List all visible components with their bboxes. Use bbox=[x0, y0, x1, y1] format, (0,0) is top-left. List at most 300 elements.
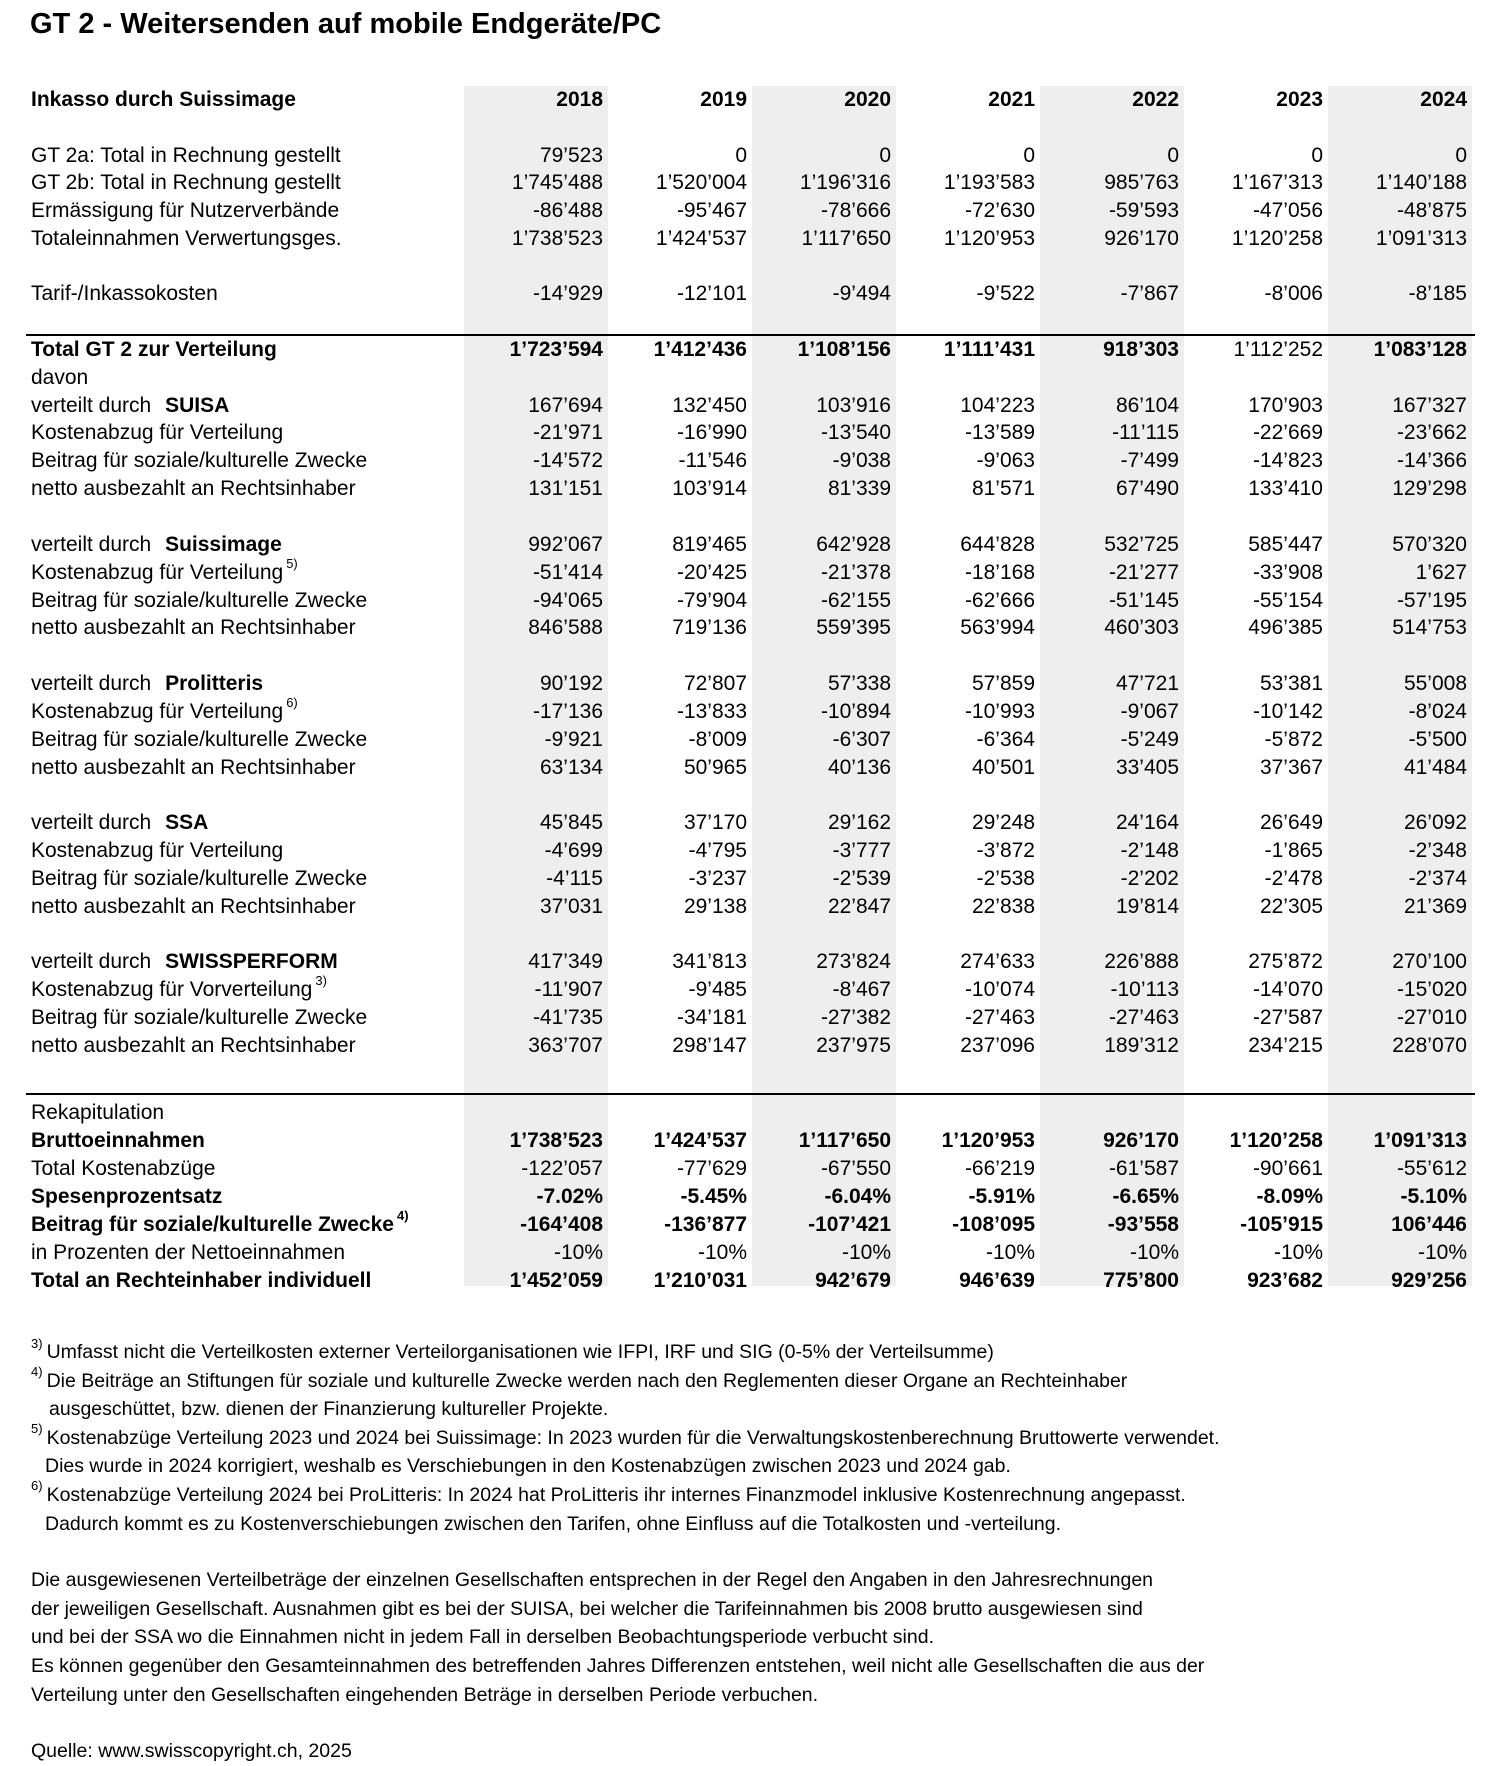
cell-value: -9’067 bbox=[1120, 700, 1179, 723]
cell-value: -2’148 bbox=[1120, 839, 1179, 862]
source-line: Quelle: www.swisscopyright.ch, 2025 bbox=[31, 1740, 352, 1763]
cell-value: 1’117’650 bbox=[801, 227, 891, 250]
cell-value: -14’823 bbox=[1252, 449, 1323, 472]
cell-value: -23’662 bbox=[1396, 421, 1467, 444]
footnote-marker: 3) bbox=[31, 1335, 43, 1351]
cell-value: -8’185 bbox=[1408, 282, 1467, 305]
row-label bbox=[31, 837, 283, 865]
cell-value: 775’800 bbox=[1103, 1269, 1179, 1292]
cell-value: -9’038 bbox=[832, 449, 891, 472]
cell-value: 29’248 bbox=[971, 811, 1035, 834]
cell-value: 55’008 bbox=[1403, 672, 1467, 695]
cell-value: -86’488 bbox=[532, 199, 603, 222]
cell-value: 1’117’650 bbox=[798, 1129, 891, 1152]
footnote-line: Die Beiträge an Stiftungen für soziale und kulturelle Zwecke werden nach den Reglementen dieser Organe an Rechteinhaber bbox=[46, 1369, 1128, 1392]
cell-value: 81’339 bbox=[827, 477, 891, 500]
table-row bbox=[0, 973, 1500, 1004]
cell-value: -62’666 bbox=[964, 589, 1035, 612]
row-label bbox=[31, 726, 367, 754]
cell-value: -2’478 bbox=[1264, 867, 1323, 890]
cell-value: -6’364 bbox=[976, 728, 1035, 751]
row-label bbox=[31, 809, 208, 837]
table-row bbox=[0, 364, 1500, 392]
cell-value: -10’074 bbox=[964, 978, 1035, 1001]
cell-value: -5.91% bbox=[968, 1185, 1035, 1208]
cell-value: 460’303 bbox=[1104, 616, 1179, 639]
cell-value: 47’721 bbox=[1115, 672, 1179, 695]
cell-value: 0 bbox=[1167, 144, 1179, 167]
cell-value: 26’649 bbox=[1259, 811, 1323, 834]
row-label bbox=[31, 556, 298, 587]
table-row bbox=[0, 726, 1500, 754]
cell-value: -55’154 bbox=[1252, 589, 1323, 612]
table-row bbox=[0, 893, 1500, 921]
footnote-line: Umfasst nicht die Verteilkosten externer Verteilorganisationen wie IFPI, IRF und SIG (0-5% der Verteilsumme) bbox=[46, 1341, 994, 1363]
cell-value: 37’170 bbox=[683, 811, 747, 834]
cell-value: 37’367 bbox=[1259, 756, 1323, 779]
cell-value: -22’669 bbox=[1252, 421, 1323, 444]
row-label bbox=[31, 1239, 345, 1267]
footnote-marker: 3) bbox=[315, 973, 327, 988]
footnote-marker: 6) bbox=[31, 1478, 43, 1494]
row-label-text: Kostenabzug für Verteilung bbox=[31, 561, 284, 584]
cell-value: 1’745’488 bbox=[511, 171, 603, 194]
cell-value: -95’467 bbox=[676, 199, 747, 222]
spacer bbox=[31, 1538, 1471, 1566]
cell-value: 63’134 bbox=[539, 756, 603, 779]
cell-value: -105’915 bbox=[1240, 1213, 1323, 1236]
table-row bbox=[0, 142, 1500, 170]
footnote-marker: 5) bbox=[31, 1421, 43, 1437]
table-row bbox=[0, 225, 1500, 253]
cell-value: 103’916 bbox=[816, 394, 891, 417]
year-header: 2024 bbox=[1420, 88, 1467, 111]
cell-value: 106’446 bbox=[1391, 1213, 1467, 1236]
organization-name: SWISSPERFORM bbox=[165, 950, 338, 973]
row-label bbox=[31, 614, 356, 642]
cell-value: 559’395 bbox=[816, 616, 891, 639]
cell-value: 237’096 bbox=[960, 1034, 1035, 1057]
table-row bbox=[0, 1208, 1500, 1239]
cell-value: -67’550 bbox=[820, 1157, 891, 1180]
cell-value: 26’092 bbox=[1403, 811, 1467, 834]
row-label bbox=[31, 225, 342, 253]
cell-value: 21’369 bbox=[1403, 895, 1467, 918]
cell-value: -10% bbox=[1417, 1241, 1467, 1264]
table-row bbox=[0, 1239, 1500, 1267]
row-label-text: Kostenabzug für Verteilung bbox=[31, 839, 284, 862]
row-label-text: verteilt durch bbox=[31, 533, 152, 556]
footnote bbox=[31, 1421, 1471, 1481]
cell-value: 81’571 bbox=[971, 477, 1035, 500]
row-label bbox=[31, 1004, 367, 1032]
cell-value: -10% bbox=[985, 1241, 1035, 1264]
cell-value: 1’112’252 bbox=[1233, 338, 1323, 361]
cell-value: -10’142 bbox=[1252, 700, 1323, 723]
cell-value: -66’219 bbox=[964, 1157, 1035, 1180]
cell-value: -122’057 bbox=[521, 1157, 603, 1180]
cell-value: -11’115 bbox=[1112, 421, 1179, 444]
cell-value: -2’348 bbox=[1408, 839, 1467, 862]
cell-value: -10% bbox=[697, 1241, 747, 1264]
table-header-row bbox=[0, 86, 1500, 114]
table-row bbox=[0, 865, 1500, 893]
cell-value: 1’083’128 bbox=[1373, 338, 1467, 361]
cell-value: -5’500 bbox=[1408, 728, 1467, 751]
row-label bbox=[31, 280, 218, 308]
cell-value: 0 bbox=[879, 144, 891, 167]
cell-value: 1’723’594 bbox=[509, 338, 603, 361]
cell-value: 170’903 bbox=[1248, 394, 1323, 417]
cell-value: 79’523 bbox=[539, 144, 603, 167]
cell-value: 1’140’188 bbox=[1375, 171, 1467, 194]
cell-value: -1’865 bbox=[1264, 839, 1323, 862]
cell-value: -33’908 bbox=[1252, 561, 1323, 584]
footnote-line: ausgeschüttet, bzw. dienen der Finanzierung kultureller Projekte. bbox=[49, 1398, 609, 1421]
cell-value: -2’202 bbox=[1120, 867, 1179, 890]
cell-value: -9’494 bbox=[832, 282, 891, 305]
cell-value: 29’162 bbox=[827, 811, 891, 834]
cell-value: -5.10% bbox=[1400, 1185, 1467, 1208]
cell-value: 1’111’431 bbox=[943, 338, 1035, 361]
cell-value: 298’147 bbox=[672, 1034, 747, 1057]
cell-value: -10% bbox=[553, 1241, 603, 1264]
cell-value: 918’303 bbox=[1103, 338, 1179, 361]
row-label bbox=[31, 754, 356, 782]
row-label bbox=[31, 419, 283, 447]
cell-value: 234’215 bbox=[1248, 1034, 1323, 1057]
cell-value: 992’067 bbox=[528, 533, 603, 556]
cell-value: 1’120’258 bbox=[1231, 227, 1323, 250]
row-label-text: netto ausbezahlt an Rechtsinhaber bbox=[31, 1034, 356, 1057]
cell-value: 1’627 bbox=[1415, 561, 1467, 584]
cell-value: 131’151 bbox=[528, 477, 603, 500]
cell-value: -8’009 bbox=[688, 728, 747, 751]
cell-value: 22’847 bbox=[827, 895, 891, 918]
cell-value: -15’020 bbox=[1396, 978, 1467, 1001]
row-label bbox=[31, 364, 88, 392]
table-row bbox=[0, 419, 1500, 447]
row-label bbox=[31, 475, 356, 503]
cell-value: 41’484 bbox=[1403, 756, 1467, 779]
cell-value: -136’877 bbox=[664, 1213, 747, 1236]
row-label bbox=[31, 1032, 356, 1060]
cell-value: 0 bbox=[1023, 144, 1035, 167]
cell-value: -4’699 bbox=[544, 839, 603, 862]
year-header: 2019 bbox=[700, 88, 747, 111]
table-row bbox=[0, 336, 1500, 364]
row-label-text: GT 2b: Total in Rechnung gestellt bbox=[31, 171, 341, 194]
row-label bbox=[31, 392, 229, 420]
cell-value: -2’538 bbox=[976, 867, 1035, 890]
cell-value: -10% bbox=[1129, 1241, 1179, 1264]
cell-value: -79’904 bbox=[676, 589, 747, 612]
row-label-text: Rekapitulation bbox=[31, 1101, 165, 1124]
table-row bbox=[0, 169, 1500, 197]
row-label-text: verteilt durch bbox=[31, 672, 152, 695]
cell-value: 67’490 bbox=[1115, 477, 1179, 500]
table-row bbox=[0, 695, 1500, 726]
footnote bbox=[31, 1478, 1471, 1538]
cell-value: 1’167’313 bbox=[1231, 171, 1323, 194]
row-label bbox=[31, 695, 298, 726]
cell-value: -21’277 bbox=[1108, 561, 1179, 584]
table-row bbox=[0, 670, 1500, 698]
cell-value: -20’425 bbox=[676, 561, 747, 584]
row-label bbox=[31, 447, 367, 475]
footnote-marker: 6) bbox=[286, 695, 298, 710]
cell-value: 0 bbox=[1455, 144, 1467, 167]
cell-value: -13’589 bbox=[964, 421, 1035, 444]
cell-value: 942’679 bbox=[815, 1269, 891, 1292]
cell-value: 1’108’156 bbox=[797, 338, 891, 361]
cell-value: -47’056 bbox=[1252, 199, 1323, 222]
table-row bbox=[0, 614, 1500, 642]
row-label-text: Beitrag für soziale/kulturelle Zwecke bbox=[31, 1213, 394, 1236]
cell-value: -10’993 bbox=[964, 700, 1035, 723]
cell-value: 563’994 bbox=[960, 616, 1035, 639]
cell-value: 1’193’583 bbox=[943, 171, 1035, 194]
table-row bbox=[0, 1004, 1500, 1032]
table-row bbox=[0, 587, 1500, 615]
cell-value: -9’522 bbox=[976, 282, 1035, 305]
cell-value: 0 bbox=[1311, 144, 1323, 167]
row-label bbox=[31, 1267, 371, 1295]
cell-value: 926’170 bbox=[1103, 1129, 1179, 1152]
row-label-text: Beitrag für soziale/kulturelle Zwecke bbox=[31, 867, 368, 890]
table-row bbox=[0, 475, 1500, 503]
cell-value: -14’366 bbox=[1396, 449, 1467, 472]
cell-value: 57’859 bbox=[971, 672, 1035, 695]
cell-value: -18’168 bbox=[964, 561, 1035, 584]
table-row bbox=[0, 1032, 1500, 1060]
cell-value: 53’381 bbox=[1259, 672, 1323, 695]
table-row bbox=[0, 1155, 1500, 1183]
cell-value: -51’414 bbox=[532, 561, 603, 584]
table-row bbox=[0, 809, 1500, 837]
cell-value: -27’382 bbox=[820, 1006, 891, 1029]
cell-value: 270’100 bbox=[1392, 950, 1467, 973]
cell-value: 274’633 bbox=[960, 950, 1035, 973]
cell-value: 1’210’031 bbox=[653, 1269, 747, 1292]
organization-name: SSA bbox=[165, 811, 209, 834]
row-label-text: Totaleinnahmen Verwertungsges. bbox=[31, 227, 342, 250]
row-label-text: Kostenabzug für Verteilung bbox=[31, 700, 284, 723]
row-label-text: in Prozenten der Nettoeinnahmen bbox=[31, 1241, 346, 1264]
page-title: GT 2 - Weitersenden auf mobile Endgeräte/PC bbox=[30, 8, 662, 40]
cell-value: 846’588 bbox=[528, 616, 603, 639]
cell-value: -41’735 bbox=[532, 1006, 603, 1029]
cell-value: -90’661 bbox=[1252, 1157, 1323, 1180]
cell-value: -9’485 bbox=[688, 978, 747, 1001]
row-label-text: Beitrag für soziale/kulturelle Zwecke bbox=[31, 449, 368, 472]
cell-value: 40’136 bbox=[827, 756, 891, 779]
cell-value: -21’378 bbox=[820, 561, 891, 584]
cell-value: -107’421 bbox=[808, 1213, 891, 1236]
header-label: Inkasso durch Suissimage bbox=[31, 88, 296, 111]
cell-value: -14’929 bbox=[532, 282, 603, 305]
remark-line: Die ausgewiesenen Verteilbeträge der einzelnen Gesellschaften entsprechen in der Regel den Angaben in den Jahresrechnungen bbox=[31, 1569, 1154, 1592]
row-label-text: Total an Rechteinhaber individuell bbox=[31, 1269, 372, 1292]
footnote-marker: 4) bbox=[31, 1364, 43, 1380]
cell-value: 929’256 bbox=[1391, 1269, 1467, 1292]
table-row bbox=[0, 1127, 1500, 1155]
cell-value: 57’338 bbox=[827, 672, 891, 695]
cell-value: -4’115 bbox=[546, 867, 603, 890]
cell-value: 1’424’537 bbox=[655, 227, 747, 250]
cell-value: 1’120’258 bbox=[1229, 1129, 1323, 1152]
cell-value: 1’738’523 bbox=[511, 227, 603, 250]
cell-value: 719’136 bbox=[672, 616, 747, 639]
row-label bbox=[31, 1155, 215, 1183]
cell-value: -8’024 bbox=[1408, 700, 1467, 723]
row-label-text: Beitrag für soziale/kulturelle Zwecke bbox=[31, 728, 368, 751]
cell-value: -62’155 bbox=[820, 589, 891, 612]
footnote-marker: 5) bbox=[286, 556, 298, 571]
table-row bbox=[0, 1183, 1500, 1211]
cell-value: 1’738’523 bbox=[509, 1129, 603, 1152]
footnote-line: Dies wurde in 2024 korrigiert, weshalb es Verschiebungen in den Kostenabzügen zwischen 2023 und 2024 gab. bbox=[45, 1455, 1011, 1478]
table-row bbox=[0, 447, 1500, 475]
cell-value: 29’138 bbox=[683, 895, 747, 918]
row-label-text: netto ausbezahlt an Rechtsinhaber bbox=[31, 756, 356, 779]
cell-value: -77’629 bbox=[676, 1157, 747, 1180]
organization-name: SUISA bbox=[165, 394, 230, 417]
cell-value: -48’875 bbox=[1396, 199, 1467, 222]
cell-value: -6’307 bbox=[832, 728, 891, 751]
cell-value: 1’120’953 bbox=[941, 1129, 1035, 1152]
row-label bbox=[31, 336, 277, 364]
cell-value: -27’010 bbox=[1396, 1006, 1467, 1029]
cell-value: -10% bbox=[841, 1241, 891, 1264]
cell-value: -5’872 bbox=[1264, 728, 1323, 751]
cell-value: -8’006 bbox=[1264, 282, 1323, 305]
cell-value: 1’091’313 bbox=[1373, 1129, 1467, 1152]
cell-value: -72’630 bbox=[964, 199, 1035, 222]
cell-value: -10’113 bbox=[1110, 978, 1179, 1001]
row-label bbox=[31, 142, 341, 170]
table-row bbox=[0, 556, 1500, 587]
row-label-text: Ermässigung für Nutzerverbände bbox=[31, 199, 340, 222]
footnote-line: Dadurch kommt es zu Kostenverschiebungen zwischen den Tarifen, ohne Einfluss auf die Totalkosten und -verteilung. bbox=[45, 1512, 1062, 1535]
cell-value: -21’971 bbox=[532, 421, 603, 444]
row-label bbox=[31, 197, 339, 225]
cell-value: -6.04% bbox=[824, 1185, 891, 1208]
cell-value: 19’814 bbox=[1115, 895, 1179, 918]
recap-divider-line bbox=[26, 1093, 1475, 1095]
cell-value: 226’888 bbox=[1104, 950, 1179, 973]
table-row bbox=[0, 1099, 1500, 1127]
cell-value: -27’463 bbox=[1108, 1006, 1179, 1029]
cell-value: 132’450 bbox=[672, 394, 747, 417]
footnote bbox=[31, 1335, 1471, 1367]
cell-value: 237’975 bbox=[816, 1034, 891, 1057]
cell-value: -3’777 bbox=[832, 839, 891, 862]
cell-value: -10% bbox=[1273, 1241, 1323, 1264]
cell-value: 819’465 bbox=[672, 533, 747, 556]
year-header: 2022 bbox=[1132, 88, 1179, 111]
row-label-text: Total GT 2 zur Verteilung bbox=[31, 338, 277, 361]
cell-value: 228’070 bbox=[1392, 1034, 1467, 1057]
table-row bbox=[0, 531, 1500, 559]
cell-value: 923’682 bbox=[1247, 1269, 1323, 1292]
footnote-marker: 4) bbox=[396, 1208, 409, 1223]
row-label bbox=[31, 865, 367, 893]
cell-value: 273’824 bbox=[816, 950, 891, 973]
row-label bbox=[31, 1208, 409, 1239]
row-label bbox=[31, 893, 356, 921]
cell-value: -164’408 bbox=[520, 1213, 603, 1236]
remark-line: und bei der SSA wo die Einnahmen nicht in jedem Fall in derselben Beobachtungsperiode verbucht sind. bbox=[31, 1626, 934, 1649]
cell-value: -93’558 bbox=[1107, 1213, 1179, 1236]
row-label-text: Kostenabzug für Verteilung bbox=[31, 421, 284, 444]
cell-value: 37’031 bbox=[539, 895, 603, 918]
cell-value: 90’192 bbox=[539, 672, 603, 695]
cell-value: 104’223 bbox=[960, 394, 1035, 417]
footnote-line: Kostenabzüge Verteilung 2023 und 2024 bei Suissimage: In 2023 wurden für die Verwaltungskostenberechnung Bruttowerte verwendet. bbox=[46, 1426, 1220, 1449]
cell-value: 926’170 bbox=[1104, 227, 1179, 250]
cell-value: 341’813 bbox=[672, 950, 747, 973]
remark-line: Es können gegenüber den Gesamteinnahmen des betreffenden Jahres Differenzen entstehen, weil nicht alle Gesellschaften die aus der bbox=[31, 1654, 1205, 1677]
row-label-text: Total Kostenabzüge bbox=[31, 1157, 216, 1180]
cell-value: 496’385 bbox=[1248, 616, 1323, 639]
footnote bbox=[31, 1364, 1471, 1424]
cell-value: 24’164 bbox=[1115, 811, 1179, 834]
row-label bbox=[31, 1099, 164, 1127]
cell-value: -78’666 bbox=[820, 199, 891, 222]
cell-value: 946’639 bbox=[959, 1269, 1035, 1292]
row-label bbox=[31, 948, 338, 976]
cell-value: 363’707 bbox=[528, 1034, 603, 1057]
table-row bbox=[0, 1267, 1500, 1295]
row-label-text: Kostenabzug für Vorverteilung bbox=[31, 978, 313, 1001]
year-header: 2023 bbox=[1276, 88, 1323, 111]
cell-value: 1’520’004 bbox=[655, 171, 747, 194]
row-label-text: netto ausbezahlt an Rechtsinhaber bbox=[31, 895, 356, 918]
row-label-text: verteilt durch bbox=[31, 394, 152, 417]
cell-value: 1’120’953 bbox=[943, 227, 1035, 250]
cell-value: -5’249 bbox=[1120, 728, 1179, 751]
cell-value: 985’763 bbox=[1104, 171, 1179, 194]
cell-value: 0 bbox=[735, 144, 747, 167]
cell-value: -8.09% bbox=[1256, 1185, 1323, 1208]
cell-value: 22’838 bbox=[971, 895, 1035, 918]
cell-value: 189’312 bbox=[1104, 1034, 1179, 1057]
cell-value: 167’327 bbox=[1392, 394, 1467, 417]
cell-value: -51’145 bbox=[1108, 589, 1179, 612]
year-header: 2018 bbox=[556, 88, 603, 111]
cell-value: 50’965 bbox=[683, 756, 747, 779]
cell-value: 133’410 bbox=[1248, 477, 1323, 500]
cell-value: 644’828 bbox=[960, 533, 1035, 556]
cell-value: -94’065 bbox=[532, 589, 603, 612]
cell-value: -5.45% bbox=[680, 1185, 747, 1208]
table-row bbox=[0, 392, 1500, 420]
cell-value: -108’095 bbox=[952, 1213, 1035, 1236]
cell-value: 1’424’537 bbox=[653, 1129, 747, 1152]
row-label bbox=[31, 973, 327, 1004]
cell-value: -9’921 bbox=[544, 728, 603, 751]
cell-value: -16’990 bbox=[676, 421, 747, 444]
cell-value: 40’501 bbox=[971, 756, 1035, 779]
cell-value: -9’063 bbox=[976, 449, 1035, 472]
cell-value: -3’237 bbox=[688, 867, 747, 890]
cell-value: -11’546 bbox=[678, 449, 747, 472]
row-label bbox=[31, 1127, 205, 1155]
row-label-text: Beitrag für soziale/kulturelle Zwecke bbox=[31, 589, 368, 612]
row-label bbox=[31, 1183, 222, 1211]
row-label bbox=[31, 169, 341, 197]
